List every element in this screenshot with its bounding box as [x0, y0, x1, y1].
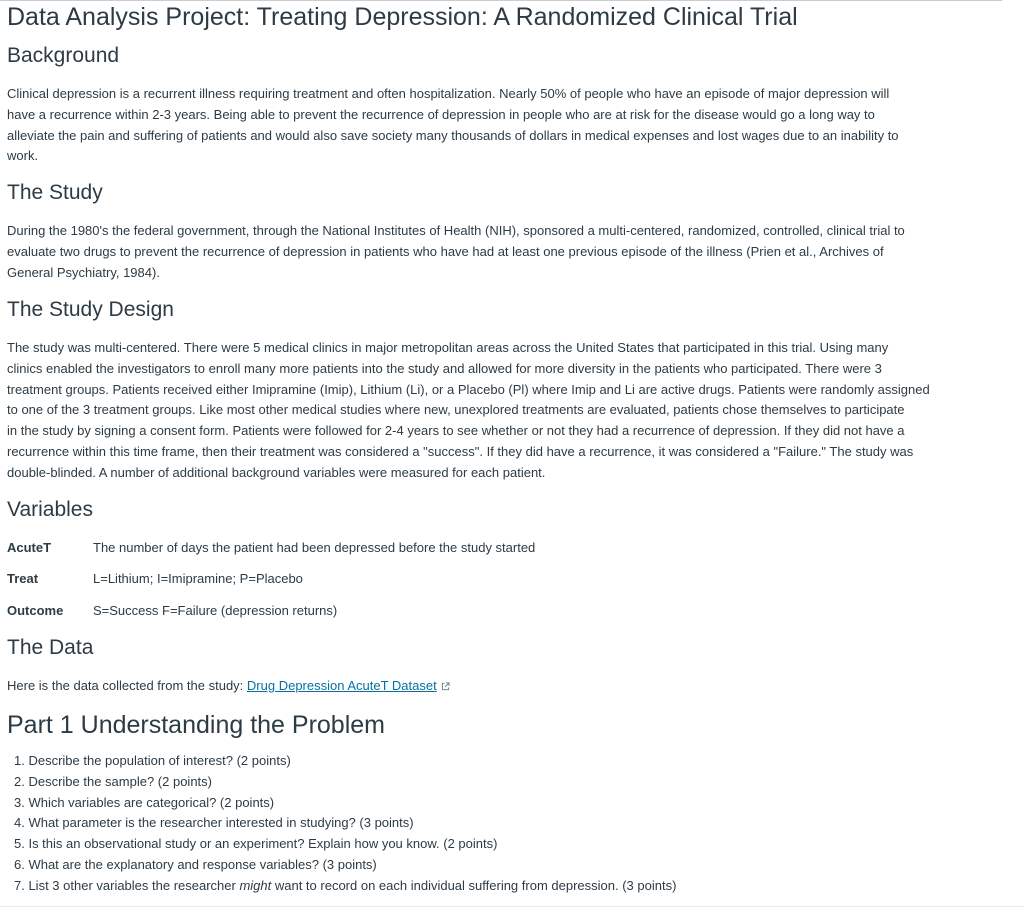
background-line: have a recurrence within 2-3 years. Being able to prevent the recurrence of depression in people who are at risk for the disease would go a long way to [7, 106, 875, 122]
question-list [14, 751, 676, 897]
study-design-heading: The Study Design [7, 298, 174, 321]
study-heading: The Study [7, 181, 103, 204]
variable-description: S=Success F=Failure (depression returns) [93, 603, 338, 618]
background-line: work. [7, 148, 39, 164]
dataset-link[interactable]: Drug Depression AcuteT Dataset [246, 678, 437, 693]
external-link-icon [441, 682, 450, 691]
study-paragraph [7, 221, 1007, 283]
design-line: clinics enabled the investigators to enroll many more patients into the study and allowed for more diversity in the patients who participated. There were 3 [7, 360, 882, 376]
design-line: The study was multi-centered. There were 5 medical clinics in major metropolitan areas across the United States that participated in this trial. Using many [7, 340, 889, 355]
question-item: 6. What are the explanatory and response variables? (3 points) [14, 856, 377, 872]
question-item: 1. Describe the population of interest? (2 points) [14, 753, 291, 768]
design-line: recurrence within this time frame, then their treatment was considered a "success". If they did have a recurrence, it was considered a "Failure." The study was [7, 443, 914, 459]
design-line: to one of the 3 treatment groups. Like most other medical studies where new, unexplored treatments are evaluated, patients chose themselves to participate [7, 402, 905, 418]
question-item: 5. Is this an observational study or an experiment? Explain how you know. (2 points) [14, 836, 498, 852]
variable-name: Outcome [7, 603, 64, 618]
background-line: Clinical depression is a recurrent illness requiring treatment and often hospitalization. Nearly 50% of people who have an episode of major depression will [7, 86, 890, 101]
question-item: 3. Which variables are categorical? (2 points) [14, 794, 275, 810]
bottom-divider [0, 906, 1024, 907]
data-heading: The Data [7, 636, 94, 659]
variables-heading: Variables [7, 498, 93, 521]
study-design-paragraph [7, 338, 1007, 484]
variable-description: The number of days the patient had been depressed before the study started [93, 540, 536, 555]
study-line: During the 1980's the federal government, through the National Institutes of Health (NIH), sponsored a multi-centered, randomized, controlled, clinical trial to [7, 223, 905, 238]
variable-name: AcuteT [7, 540, 52, 555]
part1-heading: Part 1 Understanding the Problem [7, 711, 385, 739]
question-text: 7. List 3 other variables the researcher [14, 877, 240, 893]
study-line: General Psychiatry, 1984). [7, 264, 160, 280]
design-line: in the study by signing a consent form. Patients were followed for 2-4 years to see whether or not they had a recurrence of depression. If they did not have a [7, 423, 905, 439]
variable-description: L=Lithium; I=Imipramine; P=Placebo [93, 571, 303, 586]
variable-name: Treat [7, 571, 39, 586]
emphasis-text: might [239, 877, 272, 893]
data-intro [7, 676, 450, 696]
page-title: Data Analysis Project: Treating Depression: A Randomized Clinical Trial [7, 3, 798, 31]
background-heading: Background [7, 44, 120, 67]
background-paragraph [7, 84, 1007, 167]
study-line: evaluate two drugs to prevent the recurrence of depression in patients who have had at least one previous episode of the illness (Prien et al., Archives of [7, 243, 884, 259]
question-text: want to record on each individual suffering from depression. (3 points) [271, 877, 677, 893]
design-line: double-blinded. A number of additional background variables were measured for each patient. [7, 464, 546, 480]
question-item [14, 876, 676, 897]
data-intro-text: Here is the data collected from the study: [7, 678, 247, 693]
question-item: 2. Describe the sample? (2 points) [14, 773, 212, 789]
background-line: alleviate the pain and suffering of patients and would also save society many thousands of dollars in medical expenses and lost wages due to an inability to [7, 127, 899, 143]
design-line: treatment groups. Patients received either Imipramine (Imip), Lithium (Li), or a Placebo (Pl) where Imip and Li are active drugs. Patients were randomly assigned [7, 381, 930, 397]
question-item: 4. What parameter is the researcher interested in studying? (3 points) [14, 815, 414, 831]
